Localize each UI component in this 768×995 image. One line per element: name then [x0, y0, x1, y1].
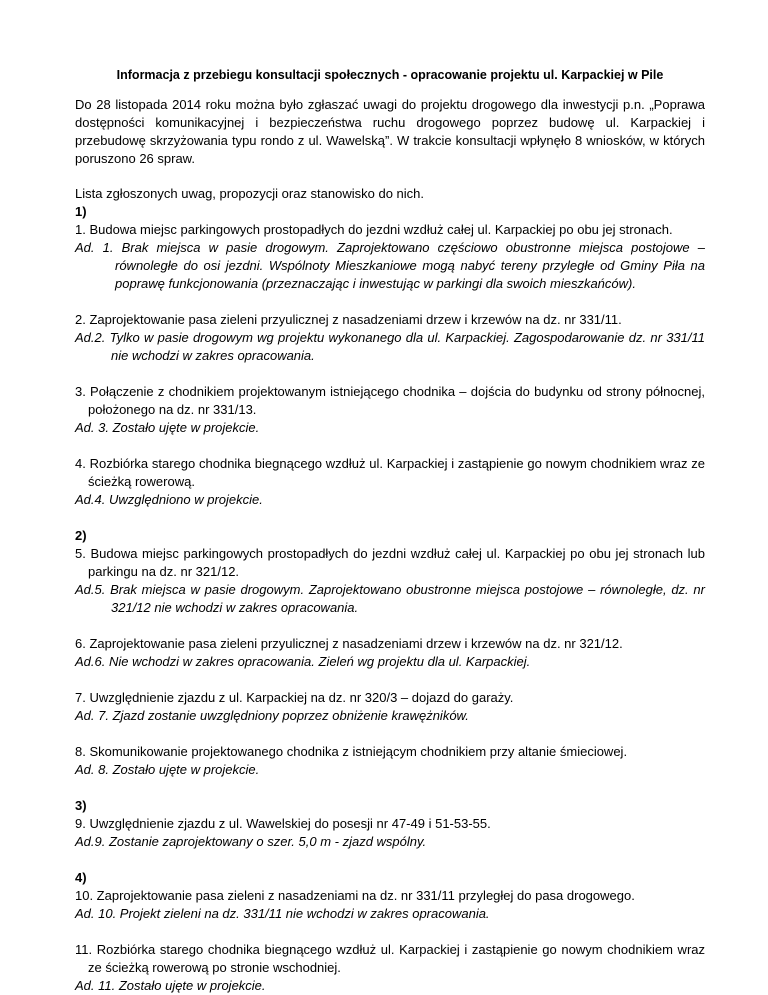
- answer-text: Ad.4. Uwzględniono w projekcie.: [75, 492, 263, 507]
- request-text: 7. Uwzględnienie zjazdu z ul. Karpackiej na dz. nr 320/3 – dojazd do garaży.: [75, 690, 514, 705]
- list-item: [75, 221, 705, 293]
- request-text: 3. Połączenie z chodnikiem projektowanym istniejącego chodnika – dojścia do budynku od strony północnej, położonego na dz. nr 331/13.: [75, 384, 705, 417]
- list-item: [75, 887, 705, 923]
- list-heading: Lista zgłoszonych uwag, propozycji oraz stanowisko do nich.: [75, 186, 425, 201]
- intro-paragraph: Do 28 listopada 2014 roku można było zgłaszać uwagi do projektu drogowego dla inwestycji p.n. „Poprawa dostępności komunikacyjnej i bezpieczeństwa ruchu drogowego poprzez budowę ul. Karpackiej i przebudowę skrzyżowania typu rondo z ul. Wawelską”. W trakcie konsultacji wpłynęło 8 wniosków, w których poruszono 26 spraw.: [75, 97, 705, 166]
- list-item: [75, 743, 705, 779]
- answer-text: Ad.9. Zostanie zaprojektowany o szer. 5,0 m - zjazd wspólny.: [75, 834, 427, 849]
- request-text: 1. Budowa miejsc parkingowych prostopadłych do jezdni wzdłuż całej ul. Karpackiej po obu jej stronach.: [75, 222, 673, 237]
- request-text: 6. Zaprojektowanie pasa zieleni przyulicznej z nasadzeniami drzew i krzewów na dz. nr 321/12.: [75, 636, 623, 651]
- list-item: [75, 941, 705, 995]
- answer-text: Ad.5. Brak miejsca w pasie drogowym. Zaprojektowano obustronne miejsca postojowe – równoległe, dz. nr 321/12 nie wchodzi w zakres opracowania.: [75, 582, 705, 615]
- group-label: 1): [75, 204, 87, 219]
- request-text: 10. Zaprojektowanie pasa zieleni z nasadzeniami na dz. nr 331/11 przyległej do pasa drogowego.: [75, 888, 635, 903]
- answer-text: Ad. 11. Zostało ujęte w projekcie.: [75, 978, 266, 993]
- request-text: 4. Rozbiórka starego chodnika biegnącego wzdłuż ul. Karpackiej i zastąpienie go nowym chodnikiem wraz ze ścieżką rowerową.: [75, 456, 705, 489]
- list-item: [75, 635, 705, 671]
- list-item: [75, 815, 705, 851]
- document-title: Informacja z przebiegu konsultacji społecznych - opracowanie projektu ul. Karpackiej w Pile: [116, 68, 664, 82]
- request-text: 9. Uwzględnienie zjazdu z ul. Wawelskiej do posesji nr 47-49 i 51-53-55.: [75, 816, 491, 831]
- list-item: [75, 383, 705, 437]
- request-text: 5. Budowa miejsc parkingowych prostopadłych do jezdni wzdłuż całej ul. Karpackiej po obu jej stronach lub parkingu na dz. nr 321/12.: [75, 546, 705, 579]
- list-item: [75, 545, 705, 617]
- list-item: [75, 689, 705, 725]
- group-label: 2): [75, 528, 87, 543]
- group-label: 3): [75, 798, 87, 813]
- group-label: 4): [75, 870, 87, 885]
- answer-text: Ad.2. Tylko w pasie drogowym wg projektu wykonanego dla ul. Karpackiej. Zagospodarowanie dz. nr 331/11 nie wchodzi w zakres opracowania.: [75, 330, 705, 363]
- answer-text: Ad. 3. Zostało ujęte w projekcie.: [75, 420, 260, 435]
- request-text: 8. Skomunikowanie projektowanego chodnika z istniejącym chodnikiem przy altanie śmieciowej.: [75, 744, 628, 759]
- answer-text: Ad.6. Nie wchodzi w zakres opracowania. Zieleń wg projektu dla ul. Karpackiej.: [75, 654, 531, 669]
- request-text: 2. Zaprojektowanie pasa zieleni przyulicznej z nasadzeniami drzew i krzewów na dz. nr 331/11.: [75, 312, 622, 327]
- answer-text: Ad. 10. Projekt zieleni na dz. 331/11 nie wchodzi w zakres opracowania.: [75, 906, 490, 921]
- answer-text: Ad. 8. Zostało ujęte w projekcie.: [75, 762, 260, 777]
- answer-text: Ad. 1. Brak miejsca w pasie drogowym. Zaprojektowano częściowo obustronne miejsca postojowe – równoległe do osi jezdni. Wspólnoty Mieszkaniowe mogą nabyć tereny przyległe od Gminy Piła na poprawę funkcjonowania (przeznaczając i inwestując w parkingi dla swoich mieszkańców).: [75, 240, 705, 291]
- request-text: 11. Rozbiórka starego chodnika biegnącego wzdłuż ul. Karpackiej i zastąpienie go nowym chodnikiem wraz ze ścieżką rowerową po stronie wschodniej.: [75, 942, 705, 975]
- answer-text: Ad. 7. Zjazd zostanie uwzględniony poprzez obniżenie krawężników.: [75, 708, 469, 723]
- list-item: [75, 311, 705, 365]
- list-item: [75, 455, 705, 509]
